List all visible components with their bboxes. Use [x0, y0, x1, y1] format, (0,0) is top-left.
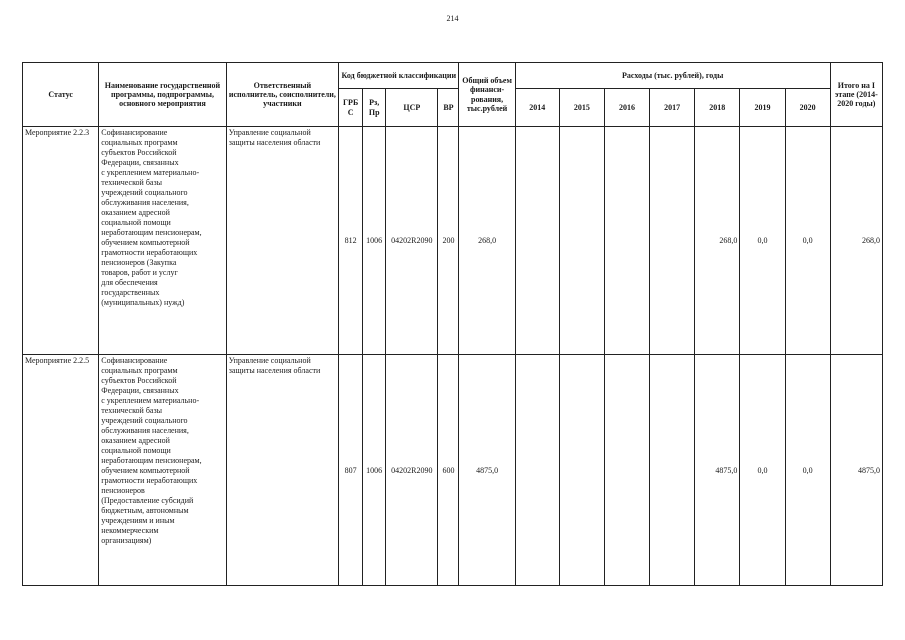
- row-executor: Управление социальной защиты населения области: [226, 127, 338, 355]
- row-name: Софинансирование социальных программ субъектов Российской Федерации, связанных с укреплением материально- технической базы учреждений социального обслуживания населения, оказанием адресной социальной помощи неработающим пенсионерам, обучением компьютерной грамотности неработающих пенсионеров (Закупка товаров, работ и услуг для обеспечения государственных (муниципальных) нужд): [99, 127, 226, 355]
- header-csr: ЦСР: [386, 89, 438, 127]
- header-rzpr: Рз, Пр: [363, 89, 386, 127]
- row-stage-total: 268,0: [830, 127, 882, 355]
- header-stage-total: Итого на I этапе (2014-2020 годы): [830, 63, 882, 127]
- header-year-2017: 2017: [650, 89, 695, 127]
- row-year-2015: [559, 355, 604, 586]
- row-rzpr: 1006: [363, 127, 386, 355]
- row-year-2020: 0,0: [785, 127, 830, 355]
- page-number: 214: [446, 14, 459, 23]
- row-year-2019: 0,0: [740, 127, 785, 355]
- row-year-2017: [650, 355, 695, 586]
- row-rzpr: 1006: [363, 355, 386, 586]
- row-total: 268,0: [459, 127, 515, 355]
- header-year-2019: 2019: [740, 89, 785, 127]
- header-expenses: Расходы (тыс. рублей), годы: [515, 63, 830, 89]
- row-year-2017: [650, 127, 695, 355]
- row-year-2014: [515, 127, 559, 355]
- header-year-2020: 2020: [785, 89, 830, 127]
- row-total: 4875,0: [459, 355, 515, 586]
- header-year-2018: 2018: [695, 89, 740, 127]
- header-year-2015: 2015: [559, 89, 604, 127]
- row-year-2019: 0,0: [740, 355, 785, 586]
- header-status: Статус: [23, 63, 99, 127]
- row-year-2016: [604, 355, 649, 586]
- row-vr: 600: [438, 355, 459, 586]
- header-vr: ВР: [438, 89, 459, 127]
- row-grbs: 812: [339, 127, 363, 355]
- row-year-2018: 268,0: [695, 127, 740, 355]
- row-year-2015: [559, 127, 604, 355]
- row-csr: 04202R2090: [386, 355, 438, 586]
- row-grbs: 807: [339, 355, 363, 586]
- row-vr: 200: [438, 127, 459, 355]
- row-status: Мероприятие 2.2.3: [23, 127, 99, 355]
- header-executor: Ответственный исполнитель, соисполнители, участники: [226, 63, 338, 127]
- row-year-2020: 0,0: [785, 355, 830, 586]
- row-csr: 04202R2090: [386, 127, 438, 355]
- row-stage-total: 4875,0: [830, 355, 882, 586]
- header-name: Наименование государственной программы, подпрограммы, основного мероприятия: [99, 63, 226, 127]
- header-year-2014: 2014: [515, 89, 559, 127]
- row-status: Мероприятие 2.2.5: [23, 355, 99, 586]
- header-total-volume: Общий объем финанси-рования, тыс.рублей: [459, 63, 515, 127]
- row-year-2016: [604, 127, 649, 355]
- row-name: Софинансирование социальных программ субъектов Российской Федерации, связанных с укреплением материально- технической базы учреждений социального обслуживания населения, оказанием адресной социальной помощи неработающим пенсионерам, обучением компьютерной грамотности неработающих пенсионеров (Предоставление субсидий бюджетным, автономным учреждениям и иным некоммерческим организациям): [99, 355, 226, 586]
- row-year-2014: [515, 355, 559, 586]
- header-grbs: ГРБ С: [339, 89, 363, 127]
- table-row: [23, 127, 883, 355]
- header-year-2016: 2016: [604, 89, 649, 127]
- header-budget-code: Код бюджетной классификации: [339, 63, 459, 89]
- table-row: [23, 355, 883, 586]
- budget-table: [22, 62, 883, 586]
- row-executor: Управление социальной защиты населения области: [226, 355, 338, 586]
- row-year-2018: 4875,0: [695, 355, 740, 586]
